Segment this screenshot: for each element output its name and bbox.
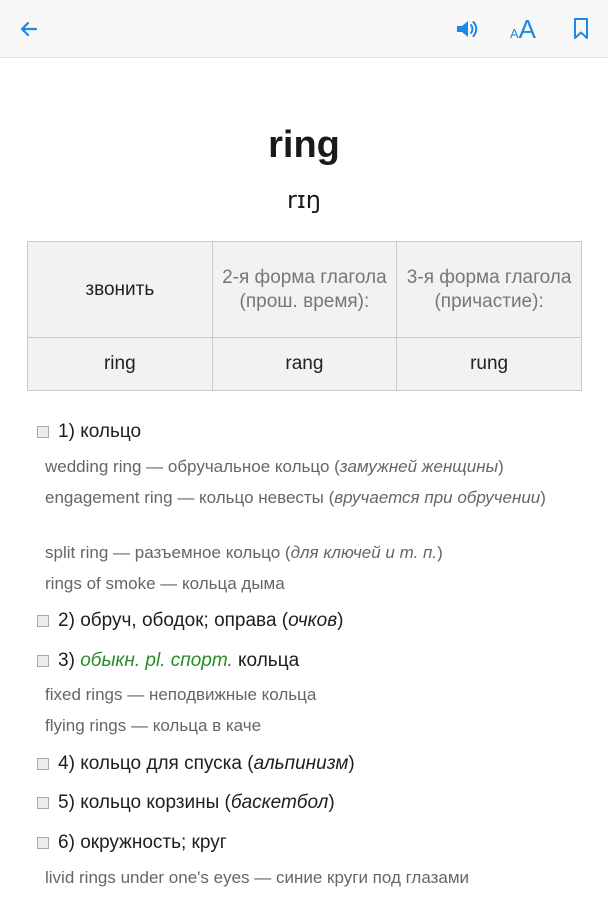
example — [45, 455, 504, 479]
example-dash: — — [108, 543, 135, 562]
example-en: fixed rings — [45, 685, 123, 704]
example-en: flying rings — [45, 716, 127, 735]
example-ru: кольца в каче — [152, 716, 262, 735]
example-en: split ring — [45, 543, 109, 562]
example-ru: кольцо невесты ( — [199, 488, 335, 507]
example-en: wedding ring — [45, 457, 142, 476]
example — [45, 683, 316, 707]
font-small-glyph: A — [509, 26, 519, 41]
font-size-icon — [510, 16, 536, 42]
sense-item[interactable] — [37, 753, 355, 775]
headword: ring — [268, 124, 340, 166]
sense-close: ) — [328, 792, 335, 813]
example-ru: разъемное кольцо ( — [134, 543, 291, 562]
sense-item[interactable] — [37, 832, 227, 854]
example-en: livid rings under one's eyes — [45, 868, 250, 887]
top-toolbar — [0, 0, 608, 58]
example-ru: обручальное кольцо ( — [167, 457, 340, 476]
sense-note: очков — [288, 610, 338, 631]
pronounce-button[interactable] — [452, 14, 482, 44]
arrow-left-icon — [19, 19, 39, 39]
example-dash: — — [141, 457, 168, 476]
sense-number: 3) — [58, 650, 75, 671]
example — [45, 541, 443, 565]
font-size-button[interactable] — [508, 14, 538, 44]
example-dash: — — [172, 488, 200, 507]
example — [45, 572, 285, 596]
verb-forms-table — [27, 241, 582, 391]
sense-item[interactable] — [37, 792, 335, 814]
example-ru: синие круги под глазами — [275, 868, 470, 887]
sense-checkbox[interactable] — [37, 655, 49, 667]
back-button[interactable] — [14, 14, 44, 44]
sense-text: кольцо корзины ( — [80, 792, 231, 813]
example-dash: — — [126, 716, 153, 735]
sense-text: кольцо — [80, 421, 142, 442]
sense-note: баскетбол — [230, 792, 329, 813]
sense-number: 5) — [58, 792, 75, 813]
sense-number: 4) — [58, 753, 75, 774]
sense-text: кольцо для спуска ( — [80, 753, 254, 774]
sense-text: окружность; круг — [80, 832, 227, 853]
example-close: ) — [540, 488, 546, 507]
sense-number: 6) — [58, 832, 75, 853]
example-dash: — — [122, 685, 149, 704]
example-ru: кольца дыма — [182, 574, 285, 593]
font-big-glyph: A — [518, 14, 536, 44]
sense-item[interactable] — [37, 421, 141, 443]
table-row — [28, 242, 582, 338]
bookmark-icon — [572, 17, 590, 41]
sense-checkbox[interactable] — [37, 837, 49, 849]
example-close: ) — [437, 543, 443, 562]
example — [45, 714, 261, 738]
table-cell: rung — [397, 338, 582, 391]
example-ru: неподвижные кольца — [148, 685, 317, 704]
sense-item[interactable] — [37, 610, 343, 632]
sense-item[interactable] — [37, 650, 299, 672]
grammar-label: обыкн. pl. спорт. — [80, 650, 233, 671]
table-cell: ring — [28, 338, 213, 391]
example-note: вручается при обручении — [334, 488, 541, 507]
sense-checkbox[interactable] — [37, 615, 49, 627]
table-row — [28, 338, 582, 391]
table-cell: 2-я форма глагола (прош. время): — [212, 242, 397, 338]
speaker-icon — [454, 17, 480, 41]
sense-checkbox[interactable] — [37, 426, 49, 438]
bookmark-button[interactable] — [566, 14, 596, 44]
sense-text: кольца — [238, 650, 300, 671]
sense-number: 1) — [58, 421, 75, 442]
example-en: engagement ring — [45, 488, 173, 507]
example-dash: — — [155, 574, 182, 593]
sense-number: 2) — [58, 610, 75, 631]
sense-close: ) — [348, 753, 355, 774]
sense-note: альпинизм — [253, 753, 349, 774]
example-note: для ключей и т. п. — [290, 543, 438, 562]
sense-text: обруч, ободок; оправа ( — [80, 610, 289, 631]
sense-checkbox[interactable] — [37, 797, 49, 809]
sense-checkbox[interactable] — [37, 758, 49, 770]
example — [45, 866, 469, 890]
table-cell: 3-я форма глагола (причастие): — [397, 242, 582, 338]
example — [45, 486, 565, 510]
sense-close: ) — [337, 610, 344, 631]
example-note: замужней женщины — [339, 457, 499, 476]
example-close: ) — [498, 457, 504, 476]
example-dash: — — [249, 868, 276, 887]
example-en: rings of smoke — [45, 574, 156, 593]
table-cell: rang — [212, 338, 397, 391]
table-cell: звонить — [28, 242, 213, 338]
transcription: rɪŋ — [287, 186, 321, 214]
